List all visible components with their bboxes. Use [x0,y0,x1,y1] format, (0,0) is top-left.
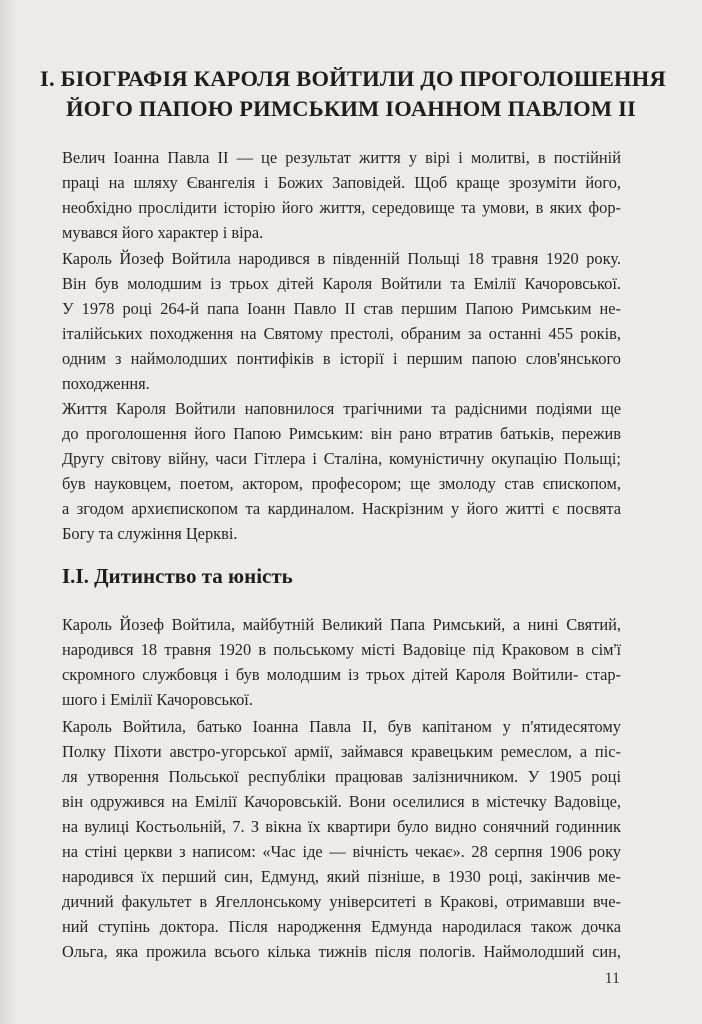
text-line: походження. [62,374,150,393]
text-line: У 1978 році 264-й папа Іоанн Павло II став першим Папою Римським не- [62,299,621,318]
text-line: народився їх перший син, Едмунд, який пізніше, в 1930 році, закінчив ме- [62,867,621,886]
text-line: праці на шляху Євангелія і Божих Заповідей. Щоб краще зрозуміти його, [62,173,621,192]
text-line: одним з наймолодших понтифіків в історії і першим папою слов'янського [62,349,621,368]
chapter-heading [40,64,666,124]
paragraph-father [62,714,621,964]
text-line: скромного службовця і був молодшим із трьох дітей Кароля Войтили- стар- [62,665,621,684]
text-line: до проголошення його Папою Римським: він рано втратив батьків, пережив [62,424,621,443]
text-line: а згодом архиєпископом та кардиналом. Наскрізним у його житті є посвята [62,499,621,518]
text-line: Кароль Войтила, батько Іоанна Павла II, був капітаном у п'ятидесятому [62,717,621,736]
text-line: Кароль Йозеф Войтила, майбутній Великий Папа Римський, а нині Святий, [62,615,621,634]
paragraph-birth [62,246,621,396]
text-line: Полку Піхоти австро-угорської армії, займався кравецьким ремеслом, а піс- [62,742,621,761]
chapter-heading-line: ЙОГО ПАПОЮ РИМСЬКИМ ІОАННОМ ПАВЛОМ II [65,96,636,121]
section-heading: I.I. Дитинство та юність [62,564,293,588]
text-line: ля утворення Польської республіки працював залізничником. У 1905 році [62,767,621,786]
text-line: Велич Іоанна Павла II — це результат життя у вірі і молитві, в постійній [62,148,621,167]
text-line: Життя Кароля Войтили наповнилося трагічними та радісними подіями ще [62,399,621,418]
text-line: на вулиці Костьольній, 7. З вікна їх квартири було видно сонячний годинник [62,817,621,836]
text-line: народився 18 травня 1920 в польському місті Вадовіце під Краковом в сім'ї [62,640,621,659]
text-line: був науковцем, поетом, актором, професором; ще змолоду став єпископом, [62,474,621,493]
text-line: необхідно прослідити історію його життя, середовище та умови, в яких фор- [62,198,621,217]
paragraph-life [62,396,621,546]
text-line: Богу та служіння Церкві. [62,524,238,543]
page-number: 11 [604,970,620,987]
paragraph-intro [62,145,621,245]
paragraph-childhood [62,612,621,712]
text-line: ний ступінь доктора. Після народження Едмунда народилася також дочка [62,917,621,936]
text-line: Кароль Йозеф Войтила народився в південній Польщі 18 травня 1920 року. [62,249,621,268]
text-line: італійських походження на Святому престолі, обраним за останні 455 років, [62,324,621,343]
text-line: дичний факультет в Ягеллонському університеті в Кракові, отримавши вче- [62,892,621,911]
text-line: на стіні церкви з написом: «Час іде — вічність чекає». 28 серпня 1906 року [62,842,621,861]
text-line: він одружився на Емілії Качоровській. Вони оселилися в містечку Вадовіце, [62,792,621,811]
chapter-heading-line: I. БІОГРАФІЯ КАРОЛЯ ВОЙТИЛИ ДО ПРОГОЛОШЕННЯ [40,66,666,91]
text-line: Другу світову війну, часи Гітлера і Сталіна, комуністичну окупацію Польщі; [62,449,621,468]
text-line: Він був молодшим із трьох дітей Кароля Войтили та Емілії Качоровської. [62,274,621,293]
text-line: мувався його характер і віра. [62,223,264,242]
text-line: шого і Емілії Качоровської. [62,690,253,709]
text-line: Ольга, яка прожила всього кілька тижнів після пологів. Наймолодший син, [62,942,621,961]
